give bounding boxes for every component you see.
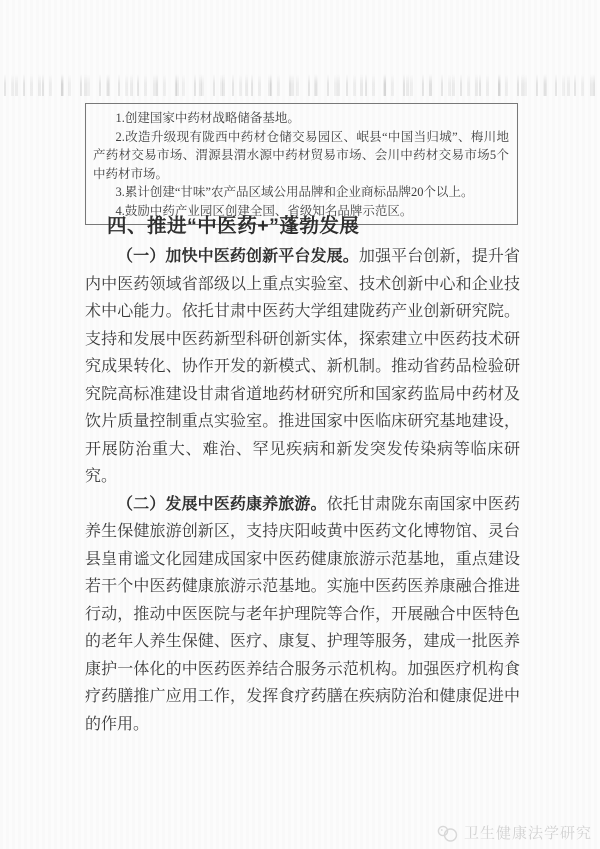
paragraph-2 <box>85 491 520 739</box>
paragraph-1-body: 加强平台创新，提升省内中医药领域省部级以上重点实验室、技术创新中心和企业技术中心能力。依托甘肃中医药大学组建陇药产业创新研究院。支持和发展中医药新型科研创新实体，探索建立中医药技术研究成果转化、协作开发的新模式、新机制。推动省药品检验研究院高标准建设甘肃省道地药材研究所和国家药监局中药材及饮片质量控制重点实验室。推进国家中医临床研究基地建设，开展防治重大、难治、罕见疾病和新发突发传染病等临床研究。 <box>85 248 520 485</box>
watermark-text: 卫生健康法学研究 <box>463 825 592 842</box>
paragraph-2-lead: （二）发展中医药康养旅游。 <box>117 495 327 513</box>
body-text-block <box>85 243 520 738</box>
paragraph-2-body: 依托甘肃陇东南国家中医药养生保健旅游创新区，支持庆阳岐黄中医药文化博物馆、灵台县皇甫谧文化园建成国家中医药健康旅游示范基地，重点建设若干个中医药健康旅游示范基地。实施中医药医养康融合推进行动，推动中医医院与老年护理院等合作，开展融合中医特色的老年人养生保健、医疗、康复、护理等服务，建成一批医养康护一体化的中医药医养结合服务示范机构。加强医疗机构食疗药膳推广应用工作，发挥食疗药膳在疾病防治和健康促进中的作用。 <box>85 495 520 733</box>
watermark <box>436 824 592 843</box>
list-item-4: 4.鼓励中药产业园区创建全国、省级知名品牌示范区。 <box>115 203 413 218</box>
numbered-list-box <box>85 103 518 225</box>
paragraph-1-lead: （一）加快中医药创新平台发展。 <box>117 248 359 265</box>
list-item-1: 1.创建国家中药材战略储备基地。 <box>115 111 300 125</box>
paragraph-1 <box>85 243 520 491</box>
list-item-2: 2.改造升级现有陇西中药材仓储交易园区、岷县“中国当归城”、梅川地产药材交易市场、渭源县渭水源中药材贸易市场、会川中药材交易市场5个中药材市场。 <box>93 129 509 181</box>
section-heading: 四、推进“中医药+”蓬勃发展 <box>107 215 360 237</box>
list-item-3: 3.累计创建“甘味”农产品区域公用品牌和企业商标品牌20个以上。 <box>115 185 474 199</box>
watermark-logo-icon <box>436 824 460 843</box>
cropped-text-remnant <box>4 74 596 96</box>
